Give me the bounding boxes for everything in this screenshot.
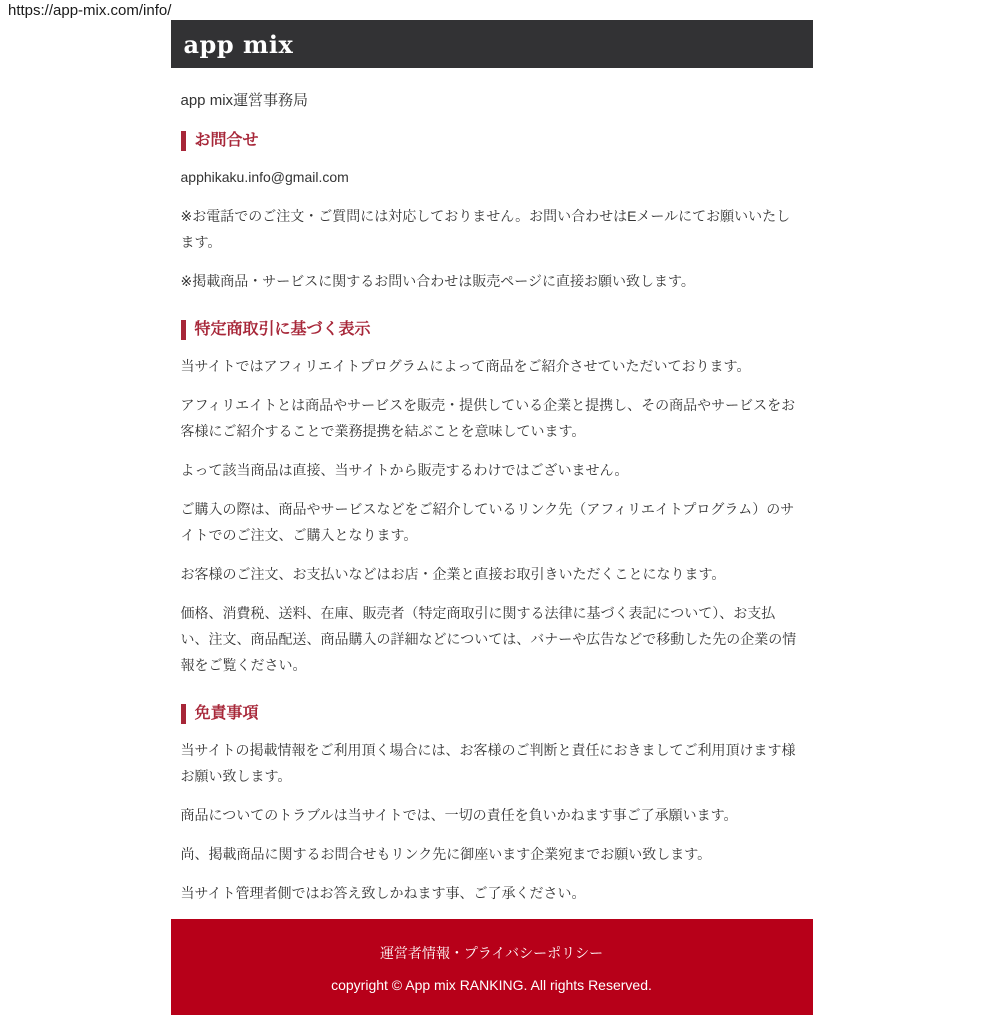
commerce-paragraph: お客様のご注文、お支払いなどはお店・企業と直接お取引きいただくことになります。: [180, 566, 726, 582]
section-contact: [181, 131, 803, 294]
site-footer: [171, 919, 813, 1015]
disclaimer-paragraph: 商品についてのトラブルは当サイトでは、一切の責任を負いかねます事ご了承願います。: [180, 807, 738, 823]
disclaimer-paragraph: 当サイト管理者側ではお答え致しかねます事、ご了承ください。: [180, 885, 586, 901]
section-commerce-disclosure: [181, 320, 803, 678]
section-heading-disclaimer: 免責事項: [181, 704, 803, 724]
commerce-paragraph: 当サイトではアフィリエイトプログラムによって商品をご紹介させていただいております。: [180, 358, 751, 374]
footer-privacy-link[interactable]: 運営者情報・プライバシーポリシー: [379, 945, 604, 961]
section-disclaimer: [181, 704, 803, 906]
copyright-text: copyright © App mix RANKING. All rights Reserved.: [331, 977, 652, 993]
site-header: [171, 20, 813, 68]
commerce-paragraph: ご購入の際は、商品やサービスなどをご紹介しているリンク先（アフィリエイトプログラム）のサイトでのご注文、ご購入となります。: [180, 501, 795, 543]
disclaimer-paragraph: 尚、掲載商品に関するお問合せもリンク先に御座います企業宛までお願い致します。: [180, 846, 712, 862]
disclaimer-paragraph: 当サイトの掲載情報をご利用頂く場合には、お客様のご判断と責任におきましてご利用頂けます様お願い致します。: [180, 742, 796, 784]
commerce-paragraph: 価格、消費税、送料、在庫、販売者（特定商取引に関する法律に基づく表記について）、お支払い、注文、商品配送、商品購入の詳細などについては、バナーや広告などで移動した先の企業の情報をご覧ください。: [180, 605, 797, 673]
commerce-paragraph: よって該当商品は直接、当サイトから販売するわけではございません。: [180, 462, 629, 478]
contact-note-phone: ※お電話でのご注文・ご質問には対応しておりません。お問い合わせはEメールにてお願いいたします。: [180, 208, 791, 250]
contact-note-products: ※掲載商品・サービスに関するお問い合わせは販売ページに直接お願い致します。: [180, 273, 695, 289]
site-operator-label: app mix運営事務局: [180, 92, 309, 109]
section-heading-contact: お問合せ: [181, 131, 803, 151]
page-container: [171, 20, 813, 906]
section-heading-commerce-disclosure: 特定商取引に基づく表示: [181, 320, 803, 340]
commerce-paragraph: アフィリエイトとは商品やサービスを販売・提供している企業と提携し、その商品やサービスをお客様にご紹介することで業務提携を結ぶことを意味しています。: [180, 397, 796, 439]
site-title[interactable]: app mix: [183, 29, 294, 59]
contact-email: apphikaku.info@gmail.com: [180, 169, 349, 185]
url-text: https://app-mix.com/info/: [8, 2, 172, 19]
main-content: [171, 92, 813, 906]
